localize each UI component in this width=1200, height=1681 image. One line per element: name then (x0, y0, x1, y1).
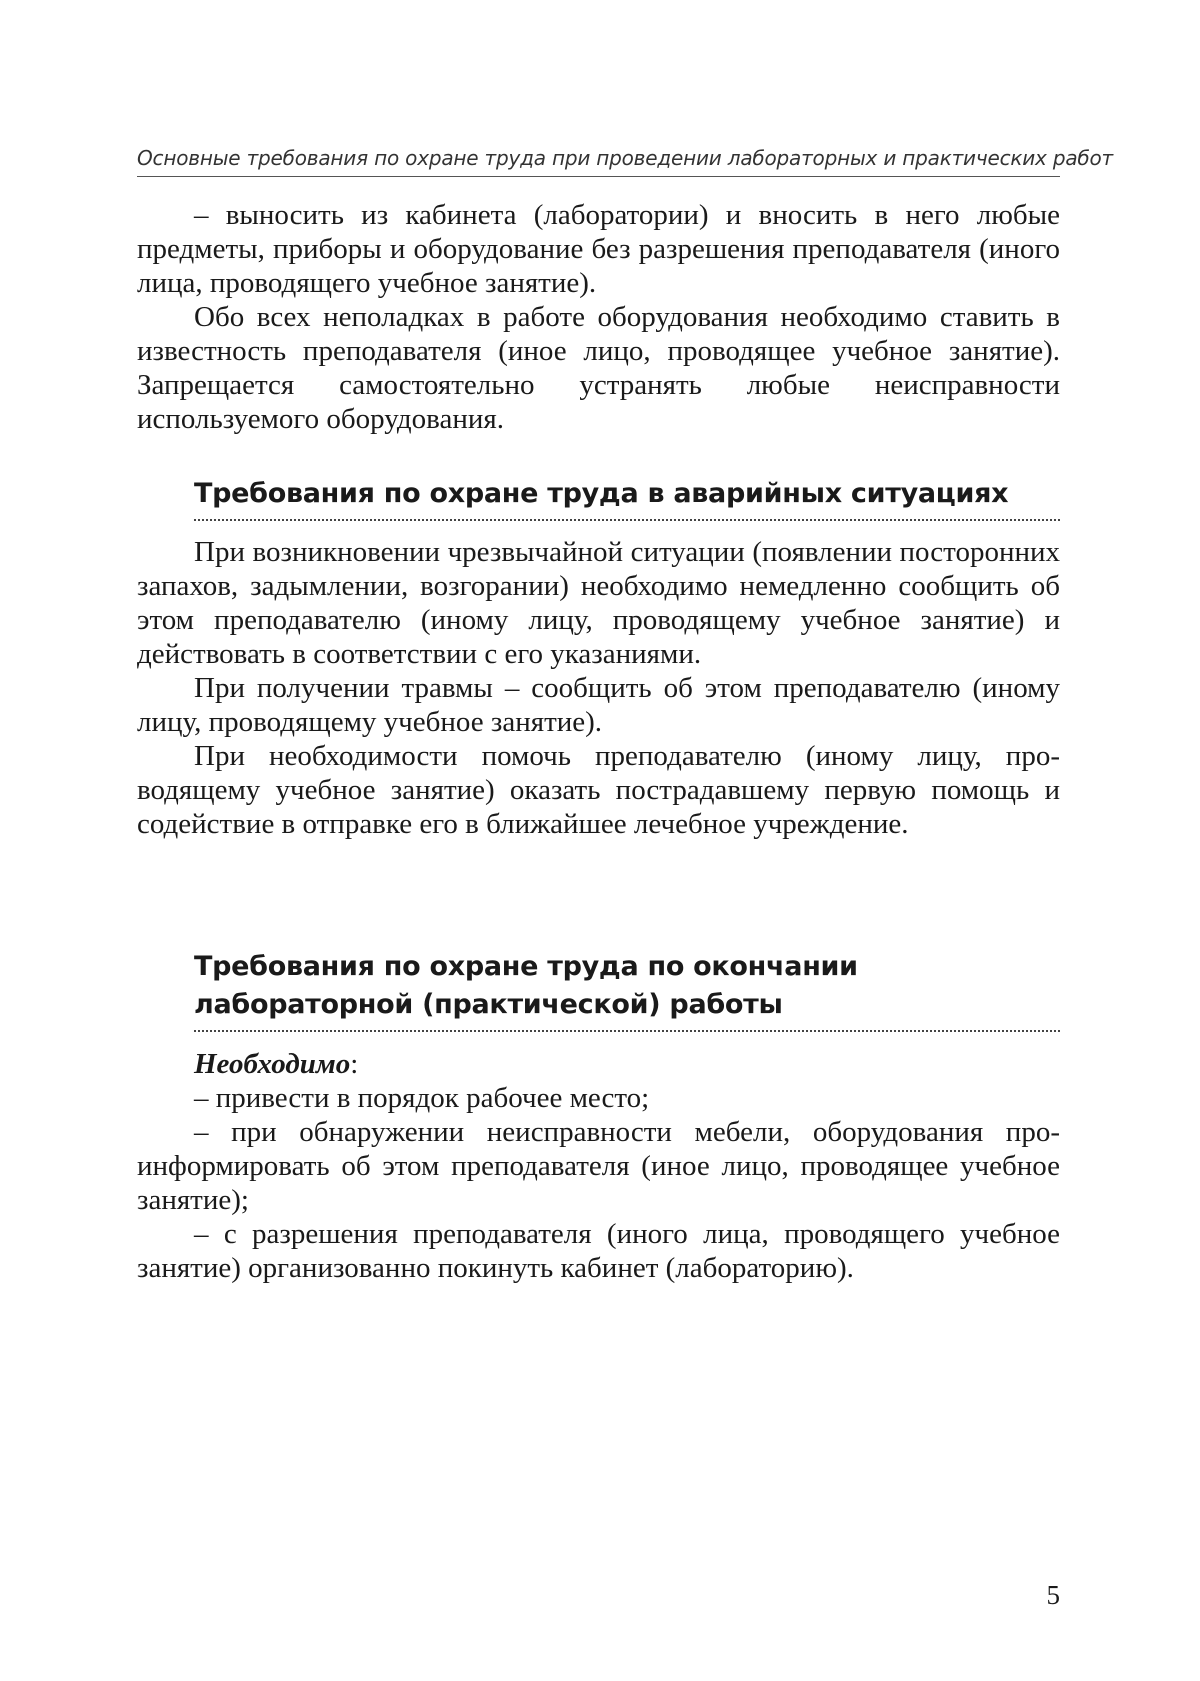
text-block-intro (137, 198, 1060, 436)
paragraph-first-aid: При необходимости помочь преподавателю (иному лицу, про­водящему учебное занятие) оказать пострадавшему первую по­мощь и содействие в отправке его в ближайшее лечебное учреж­дение. (137, 739, 1060, 841)
page-number: 5 (1030, 1580, 1060, 1611)
header-rule (137, 176, 1060, 177)
section-heading-emergency: Требования по охране труда в аварийных ситуациях (194, 475, 1060, 521)
section-heading-end-of-work: Требования по охране труда по окончании лабораторной (практической) работы (194, 948, 1060, 1032)
paragraph-malfunctions: Обо всех неполадках в работе оборудования необходимо ста­вить в известность преподавателя (иное лицо, проводящее учеб­ное занятие). Запрещается самостоятельно устранять любые не­исправности используемого оборудования. (137, 300, 1060, 436)
text-block-emergency (137, 535, 1060, 841)
list-item: – при обнаружении неисправности мебели, оборудования про­информировать об этом преподавателя (иное лицо, проводящее учебное занятие); (137, 1115, 1060, 1217)
paragraph-emergency-situation: При возникновении чрезвычайной ситуации (появлении по­сторонних запахов, задымлении, возгорании) необходимо не­медленно сообщить об этом преподавателю (иному лицу, про­водящему учебное занятие) и действовать в соответствии с его указаниями. (137, 535, 1060, 671)
text-block-end-of-work (137, 1047, 1060, 1285)
list-item: – с разрешения преподавателя (иного лица, проводящего учеб­ное занятие) организованно покинуть кабинет (лабораторию). (137, 1217, 1060, 1285)
running-header: Основные требования по охране труда при проведении лабораторных и практических работ (137, 146, 1060, 170)
paragraph-injury: При получении травмы – сообщить об этом преподавателю (иному лицу, проводящему учебное занятие). (137, 671, 1060, 739)
document-page (0, 0, 1200, 1681)
paragraph-prohibition-item: – выносить из кабинета (лаборатории) и вносить в него лю­бые предметы, приборы и оборудование без разрешения препо­давателя (иного лица, проводящего учебное занятие). (137, 198, 1060, 300)
paragraph-required-lead (137, 1047, 1060, 1081)
required-colon: : (350, 1048, 358, 1080)
required-label: Необходимо (194, 1048, 350, 1080)
list-item: – привести в порядок рабочее место; (137, 1081, 1060, 1115)
